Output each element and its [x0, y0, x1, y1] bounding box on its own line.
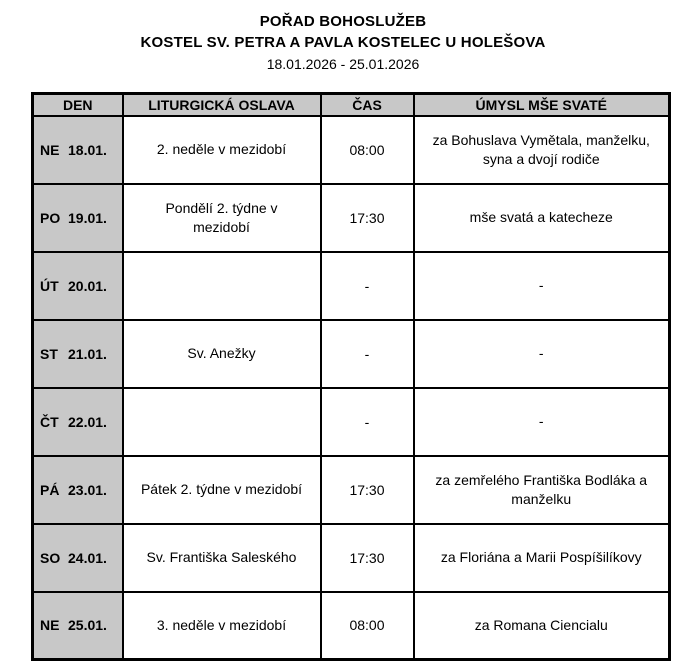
time-cell: 08:00 — [321, 592, 414, 660]
intention-cell: za Romana Ciencialu — [414, 592, 670, 660]
title-block — [0, 0, 686, 75]
header-row — [33, 94, 670, 116]
day-date: 19.01. — [68, 209, 107, 226]
intention-cell: - — [414, 320, 670, 388]
table-row — [33, 184, 670, 252]
col-header-time: ČAS — [321, 94, 414, 116]
time-cell: 08:00 — [321, 116, 414, 184]
celebration-cell: Sv. Františka Saleského — [123, 524, 321, 592]
table-row — [33, 456, 670, 524]
day-cell — [33, 252, 123, 320]
time-cell: - — [321, 320, 414, 388]
intention-cell: za Bohuslava Vymětala, manželku, syna a dvojí rodiče — [414, 116, 670, 184]
celebration-cell: Pátek 2. týdne v mezidobí — [123, 456, 321, 524]
day-abbr: ÚT — [40, 277, 59, 294]
celebration-cell — [123, 252, 321, 320]
day-date: 23.01. — [68, 481, 107, 498]
day-cell — [33, 592, 123, 660]
day-abbr: PO — [40, 209, 61, 226]
intention-cell: za zemřelého Františka Bodláka a manželku — [414, 456, 670, 524]
day-abbr: NE — [40, 141, 60, 158]
day-date: 25.01. — [68, 617, 107, 634]
time-cell: - — [321, 252, 414, 320]
schedule-table-body — [33, 116, 670, 660]
time-cell: 17:30 — [321, 456, 414, 524]
intention-cell: mše svatá a katecheze — [414, 184, 670, 252]
table-row — [33, 320, 670, 388]
table-row — [33, 524, 670, 592]
schedule-table — [31, 92, 671, 661]
day-cell — [33, 184, 123, 252]
day-cell — [33, 320, 123, 388]
day-date: 18.01. — [68, 141, 107, 158]
col-header-day: DEN — [33, 94, 123, 116]
time-cell: - — [321, 388, 414, 456]
day-abbr: ST — [40, 345, 58, 362]
time-cell: 17:30 — [321, 524, 414, 592]
intention-cell: za Floriána a Marii Pospíšilíkovy — [414, 524, 670, 592]
celebration-cell: Sv. Anežky — [123, 320, 321, 388]
celebration-cell: 2. neděle v mezidobí — [123, 116, 321, 184]
date-range: 18.01.2026 - 25.01.2026 — [266, 56, 420, 72]
time-cell: 17:30 — [321, 184, 414, 252]
celebration-cell: Pondělí 2. týdne v mezidobí — [123, 184, 321, 252]
table-row — [33, 592, 670, 660]
celebration-cell: 3. neděle v mezidobí — [123, 592, 321, 660]
day-abbr: SO — [40, 549, 61, 566]
day-abbr: NE — [40, 617, 60, 634]
table-row — [33, 116, 670, 184]
col-header-intention: ÚMYSL MŠE SVATÉ — [414, 94, 670, 116]
day-cell — [33, 388, 123, 456]
day-date: 20.01. — [68, 277, 107, 294]
celebration-cell — [123, 388, 321, 456]
day-abbr: PÁ — [40, 481, 60, 498]
day-cell — [33, 116, 123, 184]
col-header-celebration: LITURGICKÁ OSLAVA — [123, 94, 321, 116]
church-name: KOSTEL SV. PETRA A PAVLA KOSTELEC U HOLEŠOVA — [140, 34, 546, 51]
table-row — [33, 388, 670, 456]
intention-cell: - — [414, 252, 670, 320]
day-date: 24.01. — [68, 549, 107, 566]
page-title: POŘAD BOHOSLUŽEB — [259, 13, 427, 30]
day-cell — [33, 456, 123, 524]
table-row — [33, 252, 670, 320]
day-date: 21.01. — [68, 345, 107, 362]
day-abbr: ČT — [40, 413, 59, 430]
schedule-table-header — [33, 94, 670, 116]
day-date: 22.01. — [68, 413, 107, 430]
day-cell — [33, 524, 123, 592]
intention-cell: - — [414, 388, 670, 456]
